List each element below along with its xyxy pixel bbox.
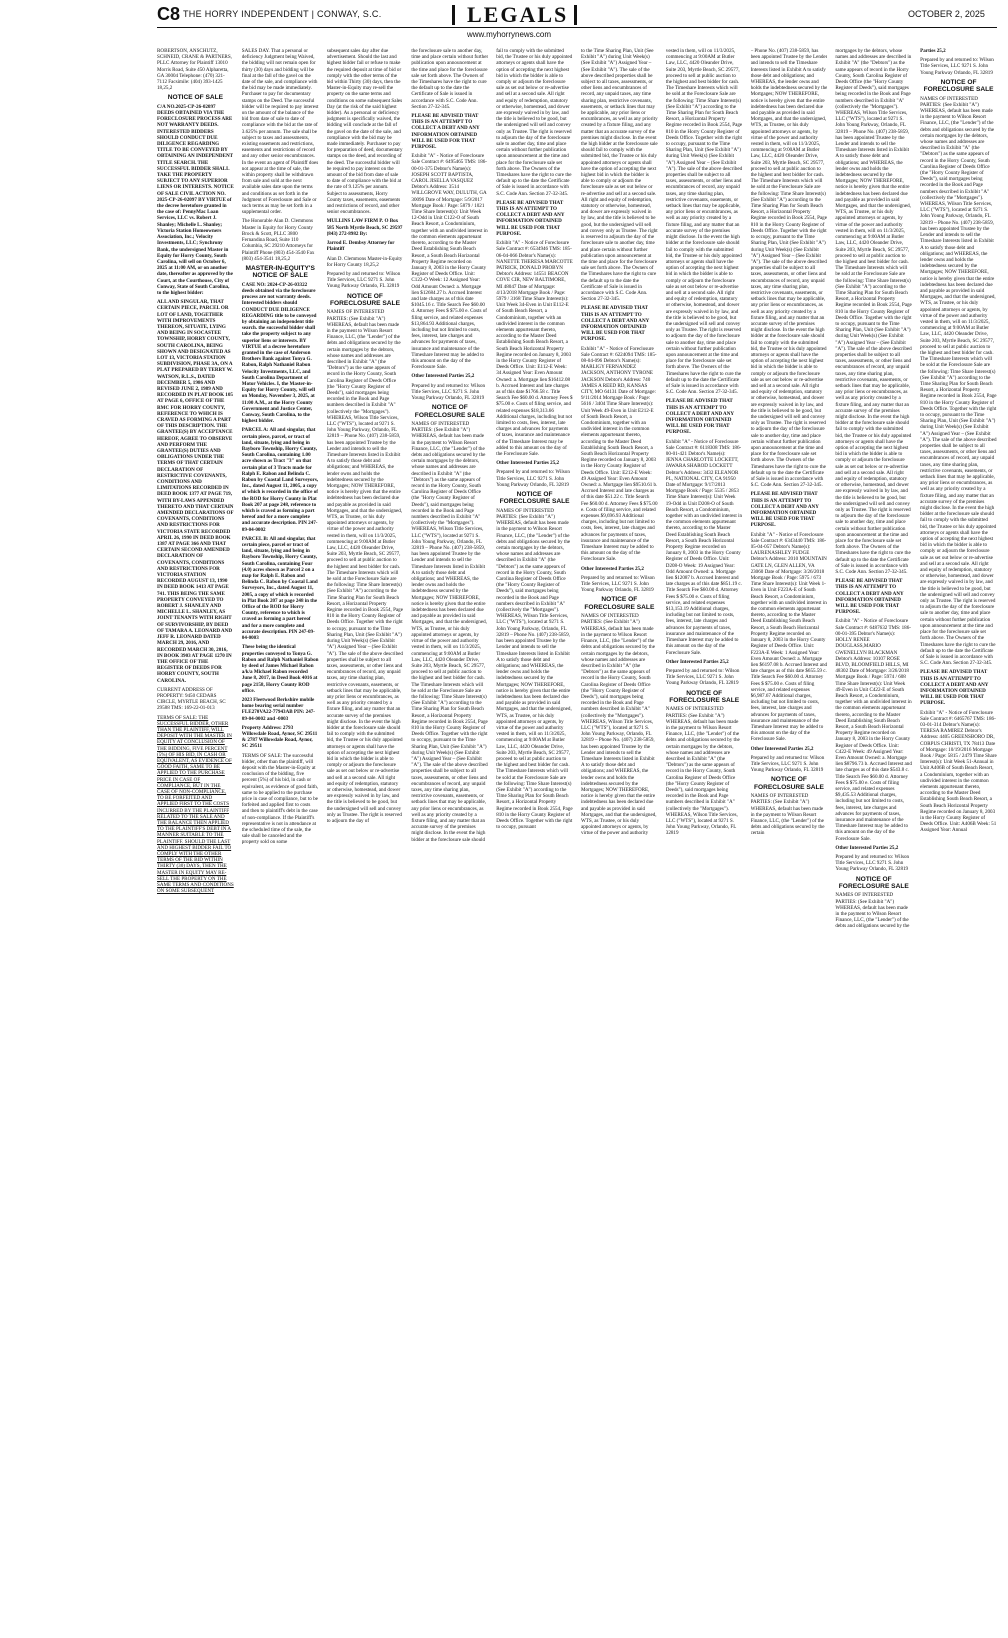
- notice-body-continued: the foreclosure sale to another day, time and place certain without further publication upon announcement at the time and place for the foreclosure sale set forth above. The Owners of the Timeshares have the right to cure the default up to the date the Certificate of Sale is issued in accordance with S.C. Code Ann. Section 27-32-345.: [411, 48, 489, 110]
- masthead: [0, 0, 1008, 44]
- exhibit-a: Exhibit "A" - Notice of Foreclosure Sale Contract #: 6118308 TMS: 186-00-01-421 Debtor's Name(s): JENNA CHARLOTTE LOCKETT, JAWARA SHAROD LOCKETT Debtor's Address: 3432 ELEANOR PL, NATIONAL CITY, CA 91950 Date of Mortgage: 9/17/2013 Mortgage Book / Page: 5535 / 2853 Time Share Interest(s): Unit Week 19-Odd in Unit D208-O of South Beach Resort, a Condominium, together with an undivided interest in the common elements appurtenant thereto, according to the Master Deed Establishing South Beach Resort, a South Beach Horizontal Property Regime recorded on January 8, 2003 in the Horry County Register of Deeds Office. Unit: D208-O Week: 19 Assigned Year: Odd Amount Owned: a. Mortgage lien $12087 b. Accrued Interest and late charges as of this date $851.19 c. Title Search Fee $60.00 d. Attorney Fees $ $75.00 e. Costs of filing service, and related expenses $13,153.19 Additional charges, including but not limited to costs, fees, interest, late charges and advances for payments of taxes, insurance and maintenance of the Timeshare Interest may be added to this amount on the day of the Foreclosure Sale.: [665, 438, 743, 656]
- debt-collection-warning: PLEASE BE ADVISED THAT THIS IS AN ATTEMPT TO COLLECT A DEBT AND ANY INFORMATION OBTAINED WILL BE USED FOR THAT PURPOSE.: [580, 305, 650, 343]
- column-2: [242, 48, 319, 1628]
- column-1: [157, 48, 234, 1628]
- notice-body-continued: – Phone No. (407) 238-5859, has been appointed Trustee by the Lender and intends to sell the Timeshare Interests listed in Exhibit A to satisfy those debt and obligations; and WHEREAS, the lender owns and holds the indebtedness secured by the Mortgages; NOW THEREFORE, notice is hereby given that the entire indebtedness has been declared due and payable as provided in said Mortgages, and that the undersigned, WTS, as Trustee, or his duly appointed attorneys or agents, by virtue of the power and authority vested in them, will on 11/3/2025, commencing at 9:00AM at Butler Law, LLC, 4420 Oleander Drive, Suite 203, Myrtle Beach, SC 29577, proceed to sell at public auction to the highest and best bidder for cash. The Timeshare Interests which will be sold at the Foreclosure Sale are the following: Time Share Interest(s) (See Exhibit "A") according to the Time Sharing Plan for South Beach Resort, a Horizontal Property Regime recorded in Book 2554, Page 810 in the Horry County Register of Deeds Office. Together with the right to occupy, pursuant to the Time Sharing Plan, Unit (See Exhibit "A") during Unit Week(s) (See Exhibit "A") Assigned Year – (See Exhibit "A"). The sale of the above described properties shall be subject to all taxes, assessments, or other liens and encumbrances of record, any unpaid taxes, any time sharing plan, restrictive covenants, easements, or setback lines that may be applicable, any prior liens or encumbrances, as well as any priority created by a fixture filing, and any matter that an accurate survey of the premises might disclose. In the event the high bidder at the foreclosure sale should fail to comply with the submitted bid, the Trustee or his duly appointed attorneys or agents shall have the option of accepting the next highest bid in which the bidder is able to comply or adjourn the foreclosure sale as set out below or re-advertise and sell at a second sale. All right and equity of redemption, statutory or otherwise, homestead, and dower are expressly waived in by law, and the title is believed to be good, but the undersigned will sell and convey only as Trustee. The right is reserved to adjourn the day of the foreclosure sale to another day, time and place certain without further publication upon announcement at the time and place for the foreclosure sale set forth above. The Owners of the Timeshares have the right to cure the default up to the date the Certificate of Sale is issued in accordance with S.C. Code Ann. Section 27-32-345.: [750, 48, 828, 489]
- other-interested-parties: Other Interested Parties 25,2: [665, 658, 729, 665]
- paper-name: THE HORRY INDEPENDENT | CONWAY, S.C.: [183, 9, 382, 19]
- column-5: [496, 48, 573, 1628]
- conveyance-statement: These being the identical properties conveyed to Tonya G. Rabon and Ralph Nathaniel Rabon by deed of James Michael Rabon a/k/a Michael Rabon recorded June 8, 2017, in Deed Book 4016 at page 2158, Horry County ROD office.: [241, 644, 319, 694]
- notice-heading: NOTICE OF FORECLOSURE SALE: [753, 776, 824, 791]
- notice-body-continued: mortgages by the debtors, whose names and addresses are described in Exhibit "A" (the "Debtors") as the same appears of record in the Horry County, South Carolina Register of Deeds Office (the "Horry County Register of Deeds"), said mortgages being recorded in the Book and Page numbers described in Exhibit "A" (collectively the "Mortgages"). WHEREAS, Wilson Title Services, LLC ("WTS"), located at 9271 S. John Young Parkway, Orlando, FL 32819 – Phone No. (407) 238-5859, has been appointed Trustee by the Lender and intends to sell the Timeshare Interests listed in Exhibit A to satisfy those debt and obligations; and WHEREAS, the lender owns and holds the indebtedness secured by the Mortgages; NOW THEREFORE, notice is hereby given that the entire indebtedness has been declared due and payable as provided in said Mortgages, and that the undersigned, WTS, as Trustee, or his duly appointed attorneys or agents, by virtue of the power and authority vested in them, will on 11/3/2025, commencing at 9:00AM at Butler Law, LLC, 4420 Oleander Drive, Suite 203, Myrtle Beach, SC 29577, proceed to sell at public auction to the highest and best bidder for cash. The Timeshare Interests which will be sold at the Foreclosure Sale are the following: Time Share Interest(s) (See Exhibit "A") according to the Time Sharing Plan for South Beach Resort, a Horizontal Property Regime recorded in Book 2554, Page 810 in the Horry County Register of Deeds Office. Together with the right to occupy, pursuant to the Time Sharing Plan, Unit (See Exhibit "A") during Unit Week(s) (See Exhibit "A") Assigned Year – (See Exhibit "A"). The sale of the above described properties shall be subject to all taxes, assessments, or other liens and encumbrances of record, any unpaid taxes, any time sharing plan, restrictive covenants, easements, or setback lines that may be applicable, any prior liens or encumbrances, as well as any priority created by a fixture filing, and any matter that an accurate survey of the premises might disclose. In the event the high bidder at the foreclosure sale should fail to comply with the submitted bid, the Trustee or his duly appointed attorneys or agents shall have the option of accepting the next highest bid in which the bidder is able to comply or adjourn the foreclosure sale as set out below or re-advertise and sell at a second sale. All right and equity of redemption, statutory or otherwise, homestead, and dower are expressly waived in by law, and the title is believed to be good, but the undersigned will sell and convey only as Trustee. The right is reserved to adjourn the day of the foreclosure sale to another day, time and place certain without further publication upon announcement at the time and place for the foreclosure sale set forth above. The Owners of the Timeshares have the right to cure the default up to the date the Certificate of Sale is issued in accordance with S.C. Code Ann. Section 27-32-345.: [835, 48, 912, 576]
- notice-body: NAMES OF INTERESTED PARTIES: (See Exhibit "A") WHEREAS, default has been made in the payment to Wilson Resort Finance, LLC, (the "Lender") of the debts and obligations secured by the certain: [750, 793, 825, 837]
- property-address: Property Address: 2793 Willowdale Road, Aynor, SC 29511 & 2787 Willowdale Road, Aynor, SC 29511: [241, 724, 318, 750]
- notice-body: NAMES OF INTERESTED PARTIES: (See Exhibit "A") WHEREAS, default has been made in the payment to Wilson Resort Finance, LLC, (the "Lender") of the debts and obligations secured by the certain mortgages by the debtors, whose names and addresses are described in Exhibit "A" (the "Debtors") as the same appears of record in the Horry County, South Carolina Register of Deeds Office (the "Horry County Register of Deeds"), said mortgages being recorded in the Book and Page numbers described in Exhibit "A" (collectively the "Mortgages"). WHEREAS, Wilson Title Services, LLC ("WTS"), located at 9271 S. John Young Parkway, Orlando, FL 32819 – Phone No. (407) 238-5859, has been appointed Trustee by the Lender and intends to sell the Timeshare Interests listed in Exhibit A to satisfy those debt and obligations; and WHEREAS, the lender owns and holds the indebtedness secured by the Mortgages; NOW THEREFORE, notice is hereby given that the entire indebtedness has been declared due and payable as provided in said Mortgages, and that the undersigned, WTS, as Trustee, or his duly appointed attorneys or agents, by virtue of the power and authority vested in them, will on 11/3/2025, commencing at 9:00AM at Butler Law, LLC, 4420 Oleander Drive, Suite 203, Myrtle Beach, SC 29577, proceed to sell at public auction to the highest and best bidder for cash. The Timeshare Interests which will be sold at the Foreclosure Sale are the following: Time Share Interest(s) (See Exhibit "A") according to the Time Sharing Plan for South Beach Resort, a Horizontal Property Regime recorded in Book 2554, Page 810 in the Horry County Register of Deeds Office. Together with the right to occupy, pursuant: [496, 507, 573, 831]
- section-divider-left: [452, 5, 455, 25]
- notice-heading: NOTICE OF FORECLOSURE SALE: [923, 78, 994, 94]
- issue-date: OCTOBER 2, 2025: [908, 9, 985, 19]
- column-7: [666, 48, 743, 1628]
- exhibit-a: Exhibit "A" - Notice of Foreclosure Sale Contract #: 6224094 TMS: 185-08-04-096 Debtor's Name(s): MARLIGY FERNANDEZ JACKSON, ANTHONY TYRONE JACKSON Debtor's Address: 740 JAMES A REED RD, KANSAS CITY, MO 64131 Date of Mortgage: 9/11/2014 Mortgage Book / Page: 5616 / 3404 Time Share Interest(s): Unit Week 49-Even in Unit E212-E of South Beach Resort, a Condominium, together with an undivided interest in the common elements appurtenant thereto, according to the Master Deed Establishing South Beach Resort, a South Beach Horizontal Property Regime recorded on January 8, 2003 in the Horry County Register of Deeds Office. Unit: E212-E Week: 49 Assigned Year: Even Amount Owned: a. Mortgage lien $9510.61 b. Accrued Interest and late charges as of this date $51.22 c. Title Search Fee $60.00 d. Attorney Fees $ $75.00 e. Costs of filing service, and related expenses $9,696.93 Additional charges, including but not limited to costs, fees, interest, late charges and advances for payments of taxes, insurance and maintenance of the Timeshare Interest may be added to this amount on the day of the Foreclosure Sale.: [580, 345, 658, 563]
- notice-body: NAMES OF INTERESTED PARTIES: (See Exhibit "A") WHEREAS, default has been made in the payment to Wilson Resort Finance, LLC, (the "Lender") of the debts and obligations secured by the certain mortgages by the debtors, whose names and addresses are described in Exhibit "A" (the "Debtors") as the same appears of record in the Horry County, South Carolina Register of Deeds Office (the "Horry County Register of Deeds"), said mortgages being recorded in the Book and Page numbers described in Exhibit "A" (collectively the "Mortgages"). WHEREAS, Wilson Title Services, LLC ("WTS"), located at 9271 S. John Young Parkway, Orlando, FL 32819 – Phone No. (407) 238-5859, has been appointed Trustee by the Lender and intends to sell the Timeshare Interests listed in Exhibit A to satisfy those debt and obligations; and WHEREAS, the lender owns and holds the indebtedness secured by the Mortgages; NOW THEREFORE, notice is hereby given that the entire indebtedness has been declared due and payable as provided in said Mortgages, and that the undersigned, WTS, as Trustee, or his duly appointed attorneys or agents, by virtue of the power and authority vested in them, will on 11/3/2025, commencing at 9:00AM at Butler Law, LLC, 4420 Oleander Drive, Suite 203, Myrtle Beach, SC 29577, proceed to sell at public auction to the highest and best bidder for cash. The Timeshare Interests which will be sold at the Foreclosure Sale are the following: Time Share Interest(s) (See Exhibit "A") according to the Time Sharing Plan for South Beach Resort, a Horizontal Property Regime recorded in Book 2554, Page 810 in the Horry County Register of Deeds Office. Together with the right to occupy, pursuant to the Time Sharing Plan, Unit (See Exhibit "A") during Unit Week(s) (See Exhibit "A") Assigned Year – (See Exhibit "A"). The sale of the above described properties shall be subject to all taxes, assessments, or other liens and encumbrances of record, any unpaid taxes, any time sharing plan, restrictive covenants, easements, or setback lines that may be applicable, any prior liens or encumbrances, as well as any priority created by a fixture filing, and any matter that an accurate survey of the premises might disclose. In the event the high bidder at the foreclosure sale should fail to comply with the submitted bid, the Trustee or his duly appointed attorneys or agents shall have the option of accepting the next highest bid in which the bidder is able to comply or adjourn the foreclosure sale as set out below or re-advertise and sell at a second sale. All right and equity of redemption, statutory or otherwise, homestead, and dower are expressly waived in by law, and the title is believed to be good, but the undersigned will sell and convey only as Trustee. The right is reserved to adjourn the day of: [326, 309, 403, 824]
- notice-heading: NOTICE OF FORECLOSURE SALE: [584, 596, 655, 611]
- column-6: [581, 48, 658, 1628]
- column-4: [411, 48, 488, 1628]
- section-title: LEGALS: [467, 2, 569, 27]
- notice-heading: NOTICE OF FORECLOSURE SALE: [669, 689, 740, 704]
- master-signature-block: Alan D. Clemmons Master-in-Equity for Horry County 18,25,2: [326, 255, 403, 268]
- prepared-by: Prepared by and returned to: Wilson Title Services, LLC 9271 S. John Young Parkway Orlando, FL 32819: [665, 667, 740, 687]
- notice-body: NAMES OF INTERESTED PARTIES: (See Exhibit "A") WHEREAS, default has been made in the payment to Wilson Resort Finance, LLC, (the "Lender") of the debts and obligations secured by the certain mortgages by the debtors, whose names and addresses are described in Exhibit "A" (the "Debtors") as the same appears of record in the Horry County, South Carolina Register of Deeds Office (the "Horry County Register of Deeds"), said mortgages being recorded in the Book and Page numbers described in Exhibit "A" (collectively the "Mortgages"). WHEREAS, Wilson Title Services, LLC ("WTS"), located at 9271 S. John Young Parkway, Orlando, FL 32819 – Phone No. (407) 238-5859, has been appointed Trustee by the Lender and intends to sell the Timeshare Interests listed in Exhibit A to satisfy those debt and obligations; and WHEREAS, the lender owns and holds the indebtedness secured by the Mortgages; NOW THEREFORE, notice is hereby given that the entire indebtedness has been declared due and payable as provided in said Mortgages, and that the undersigned, WTS, as Trustee, or his duly appointed attorneys or agents, by virtue of the power and authority: [580, 613, 657, 837]
- section-divider-right: [574, 5, 577, 25]
- column-10: [920, 48, 997, 1628]
- notice-heading: NOTICE OF FORECLOSURE SALE: [414, 404, 485, 419]
- legal-notices-columns: [157, 48, 997, 1628]
- debt-collection-warning: PLEASE BE ADVISED THAT THIS IS AN ATTEMPT TO COLLECT A DEBT AND ANY INFORMATION OBTAINED WILL BE USED FOR THAT PURPOSE.: [750, 491, 819, 529]
- notice-heading: MASTER-IN-EQUITY'S NOTICE OF SALE: [245, 264, 315, 280]
- debt-collection-warning: PLEASE BE ADVISED THAT THIS IS AN ATTEMPT TO COLLECT A DEBT AND ANY INFORMATION OBTAINED WILL BE USED FOR THAT PURPOSE.: [496, 199, 565, 237]
- parcel-a: PARCEL A: All and singular, that certain piece, parcel, or tract of land, situate, lying and being in Bayboro Township, Horry County, South Carolina, containing 1.00 acre shown as Tract "3" on that certain plat of 3 Tracts made for Ralph E. Rabon and Belinda C. Rabon by Coastal Land Surveyors, Inc., dated August 11, 2005, a copy of which is recorded in the office of the ROD for Horry County in Plat Book 207 at page 248, reference to which is craved as forming a part hereof and for a more complete and accurate description. PIN 247-09-04-0002: [241, 427, 319, 533]
- attorney-signature: Jarrod E. Dembsy Attorney for Plaintiff: [326, 240, 395, 253]
- debt-collection-warning: PLEASE BE ADVISED THAT THIS IS AN ATTEMPT TO COLLECT A DEBT AND ANY INFORMATION OBTAINED WILL BE USED FOR THAT PURPOSE.: [411, 113, 480, 151]
- prepared-by: Prepared by and returned to: Wilson Title Services, LLC 9271 S. John Young Parkway Orlando, FL 32819: [835, 854, 910, 873]
- other-interested-parties: Other Interested Parties 25,2: [580, 565, 644, 572]
- prepared-by: Prepared by and returned to: Wilson Title Services, LLC 9271 S. John Young Parkway Orlando, FL 32819: [326, 270, 401, 290]
- other-interested-parties: Parties 25,2: [920, 48, 946, 54]
- prepared-by: Prepared by and returned to: Wilson Title Services, LLC 9271 S. John Young Parkway Orlando, FL 32819: [411, 382, 486, 401]
- exhibit-a: Exhibit "A" - Notice of Foreclosure Sale Contract #: 6534946 TMS: 185-06-04-066 Debtor's Name(s): NANETTE THERESA MARCOTTE PATRICK, DONALD PROBYN Debtor's Address: 14551 BEACON COVE CIR, NEW BALTIMORE, MI 48047 Date of Mortgage: 4/13/2018 Mortgage Book / Page: 5979 / 3168 Time Share Interest(s): Unit Week 34-Even in Unit E112-E of South Beach Resort, a Condominium, together with an undivided interest in the common elements appurtenant thereto, according to the Master Deed Establishing South Beach Resort, a South Beach Horizontal Property Regime recorded on January 8, 2003 in the Horry County Register of Deeds Office. Unit: E112-E Week: 34 Assigned Year: Even Amount Owned: a. Mortgage lien $16412.08 b. Accrued Interest and late charges as of this date $1766.58 c. Title Search Fee $60.00 d. Attorney Fees $ $75.00 e. Costs of filing service, and related expenses $18,313.66 Additional charges, including but not limited to costs, fees, interest, late charges and advances for payments of taxes, insurance and maintenance of the Timeshare Interest may be added to this amount on the day of the Foreclosure Sale.: [496, 240, 573, 457]
- notice-heading: NOTICE OF SALE: [167, 94, 224, 102]
- column-3: [327, 48, 404, 1628]
- exhibit-a: Exhibit "A" - Notice of Foreclosure Sale Contract #: 6343440 TMS: 186-05-04-057 Debtor's Name(s): LAURENASHLEY FUDGE Debtor's Address: 2010 MOUNTAIN GATE LN, GLEN ALLEN, VA 23060 Date of Mortgage: 3/26/2018 Mortgage Book / Page: 5975 / 673 Time Share Interest(s): Unit Week 1-Even in Unit F223A-E of South Beach Resort, a Condominium, together with an undivided interest in the common elements appurtenant thereto, according to the Master Deed Establishing South Beach Resort, a South Beach Horizontal Property Regime recorded on January 8, 2003 in the Horry County Register of Deeds Office. Unit: F223A-E Week: 1 Assigned Year: Even Amount Owned: a. Mortgage lien $6197.08 b. Accrued Interest and late charges as of this date $655.59 c. Title Search Fee $60.00 d. Attorney Fees $ $75.00 e. Costs of filing service, and related expenses $6,987.67 Additional charges, including but not limited to costs, fees, interest, late charges and advances for payments of taxes, insurance and maintenance of the Timeshare Interest may be added to this amount on the day of the Foreclosure Sale.: [750, 531, 828, 743]
- prepared-by: Prepared by and returned to: Wilson Title Services, LLC 9271 S. John Young Parkway Orlando, FL 32819: [580, 574, 655, 594]
- notice-intro: C/A NO.2025-CP-26-02097 DEEDS OBTAINED VIA THE FORECLOSURE PROCESS ARE NOT WARRANTY DEEDS. INTERESTED BIDDERS SHOULD CONDUCT DUE DILIGENCE REGARDING TITLE TO BE CONVEYED BY OBTAINING AN INDEPENDENT TITLE SEARCH. THE SUCCESSFUL BIDDER SHALL TAKE THE PROPERTY SUBJECT TO ANY SUPERIOR LIENS OR INTERESTS. NOTICE OF SALE CIVIL ACTION NO. 2025-CP-26-02097 BY VIRTUE of the decree heretofore granted in the case of: PennyMac Loan Services, LLC vs. Robert J. Shanley; Michelle L. Shanley; Victoria Station Homeowners Association, Inc.; Velocity Investments, LLC; Synchrony Bank, the undersigned Master in Equity for Horry County, South Carolina, will sell on October 6, 2025 at 11:00 AM, or on another date, thereafter as approved by the Court, at the Courthouse, City of Conway, State of South Carolina, to the highest bidder:: [157, 103, 234, 296]
- column-8: [751, 48, 828, 1628]
- law-firm-block: MULLINS LAW FIRM P. O Box 585 North Myrtle Beach, SC 29597 (843) 272-8982 By:: [326, 218, 403, 237]
- master-signature-block: The Honorable Alan D. Clemmons Master in Equity for Horry County Brock & Scott, PLLC 3800 Fernandina Road, Suite 110 Columbia, SC 29210 Attorneys for Plaintiff Phone (803) 454-3540 Fax (803) 454-3541 18,25,2: [241, 218, 315, 262]
- notice-body-continued: to the Time Sharing Plan, Unit (See Exhibit "A") during Unit Week(s) (See Exhibit "A") Assigned Year – (See Exhibit "A"). The sale of the above described properties shall be subject to all taxes, assessments, or other liens and encumbrances of record, any unpaid taxes, any time sharing plan, restrictive covenants, easements, or setback lines that may be applicable, any prior liens or encumbrances, as well as any priority created by a fixture filing, and any matter that an accurate survey of the premises might disclose. In the event the high bidder at the foreclosure sale should fail to comply with the submitted bid, the Trustee or his duly appointed attorneys or agents shall have the option of accepting the next highest bid in which the bidder is able to comply or adjourn the foreclosure sale as set out below or re-advertise and sell at a second sale. All right and equity of redemption, statutory or otherwise, homestead, and dower are expressly waived in by law, and the title is believed to be good, but the undersigned will sell and convey only as Trustee. The right is reserved to adjourn the day of the foreclosure sale to another day, time and place certain without further publication upon announcement at the time and place for the foreclosure sale set forth above. The Owners of the Timeshares have the right to cure the default up to the date the Certificate of Sale is issued in accordance with S.C. Code Ann. Section 27-32-345.: [580, 48, 658, 303]
- notice-body-continued: vested in them, will on 11/3/2025, commencing at 9:00AM at Butler Law, LLC, 4420 Oleander Drive, Suite 203, Myrtle Beach, SC 29577, proceed to sell at public auction to the highest and best bidder for cash. The Timeshare Interests which will be sold at the Foreclosure Sale are the following: Time Share Interest(s) (See Exhibit "A") according to the Time Sharing Plan for South Beach Resort, a Horizontal Property Regime recorded in Book 2554, Page 810 in the Horry County Register of Deeds Office. Together with the right to occupy, pursuant to the Time Sharing Plan, Unit (See Exhibit "A") during Unit Week(s) (See Exhibit "A") Assigned Year – (See Exhibit "A"). The sale of the above described properties shall be subject to all taxes, assessments, or other liens and encumbrances of record, any unpaid taxes, any time sharing plan, restrictive covenants, easements, or setback lines that may be applicable, any prior liens or encumbrances, as well as any priority created by a fixture filing, and any matter that an accurate survey of the premises might disclose. In the event the high bidder at the foreclosure sale should fail to comply with the submitted bid, the Trustee or his duly appointed attorneys or agents shall have the option of accepting the next highest bid in which the bidder is able to comply or adjourn the foreclosure sale as set out below or re-advertise and sell at a second sale. All right and equity of redemption, statutory or otherwise, homestead, and dower are expressly waived in by law, and the title is believed to be good, but the undersigned will sell and convey only as Trustee. The right is reserved to adjourn the day of the foreclosure sale to another day, time and place certain without further publication upon announcement at the time and place for the foreclosure sale set forth above. The Owners of the Timeshares have the right to cure the default up to the date the Certificate of Sale is issued in accordance with S.C. Code Ann. Section 27-32-345.: [665, 48, 743, 396]
- notice-body: NAMES OF INTERESTED PARTIES: (See Exhibit "A") WHEREAS, default has been made in the payment to Wilson Resort Finance, LLC, (the "Lender") of the debts and obligations secured by the certain mortgages by the debtors, whose names and addresses are described in Exhibit "A" (the "Debtors") as the same appears of record in the Horry County, South Carolina Register of Deeds Office (the "Horry County Register of Deeds"), said mortgages being recorded in the Book and Page numbers described in Exhibit "A" (collectively the "Mortgages"). WHEREAS, Wilson Title Services, LLC ("WTS"), located at 9271 S. John Young Parkway, Orlando, FL 32819 – Phone No. (407) 238-5859, has been appointed Trustee by the Lender and intends to sell the Timeshare Interests listed in Exhibit A to satisfy those debt and obligations; and WHEREAS, the lender owns and holds the indebtedness secured by the Mortgages; NOW THEREFORE, notice is hereby given that the entire indebtedness has been declared due and payable as provided in said Mortgages, and that the undersigned, WTS, as Trustee, or his duly appointed attorneys or agents, by virtue of the power and authority vested in them, will on 11/3/2025, commencing at 9:00AM at Butler Law, LLC, 4420 Oleander Drive, Suite 203, Myrtle Beach, SC 29577, proceed to sell at public auction to the highest and best bidder for cash. The Timeshare Interests which will be sold at the Foreclosure Sale are the following: Time Share Interest(s) (See Exhibit "A") according to the Time Sharing Plan for South Beach Resort, a Horizontal Property Regime recorded in Book 2554, Page 810 in the Horry County Register of Deeds Office. Together with the right to occupy, pursuant to the Time Sharing Plan, Unit (See Exhibit "A") during Unit Week(s) (See Exhibit "A") Assigned Year – (See Exhibit "A"). The sale of the above described properties shall be subject to all taxes, assessments, or other liens and encumbrances of record, any unpaid taxes, any time sharing plan, restrictive covenants, easements, or setback lines that may be applicable, any prior liens or encumbrances, as well as any priority created by a fixture filing, and any matter that an accurate survey of the premises might disclose. In the event the high bidder at the foreclosure sale should: [411, 420, 488, 843]
- other-interested-parties: Other Interested Parties 25,2: [750, 745, 814, 752]
- notice-body: NAMES OF INTERESTED PARTIES: (See Exhibit "A") WHEREAS, default has been made in the payment to Wilson Resort Finance, LLC, (the "Lender") of the debts and obligations secured by the certain mortgages by the debtors, whose names and addresses are described in Exhibit "A" (the "Debtors") as the same appears of record in the Horry County, South Carolina Register of Deeds Office (the "Horry County Register of Deeds"), said mortgages being recorded in the Book and Page numbers described in Exhibit "A" (collectively the "Mortgages"). WHEREAS, Wilson Title Services, LLC ("WTS"), located at 9271 S. John Young Parkway, Orlando, FL 32819 – Phone No. (407) 238-5859, has been appointed Trustee by the Lender and intends to sell the Timeshare Interests listed in Exhibit A to satisfy those debt and obligations; and WHEREAS, the lender owns and holds the indebtedness secured by the Mortgages; NOW THEREFORE, notice is hereby given that the entire indebtedness has been declared due and payable as provided in said Mortgages, and that the undersigned, WTS, as Trustee, or his duly appointed attorneys or agents, by virtue of the power and authority vested in them, will on 11/3/2025, commencing at 9:00AM at Butler Law, LLC, 4420 Oleander Drive, Suite 203, Myrtle Beach, SC 29577, proceed to sell at public auction to the highest and best bidder for cash. The Timeshare Interests which will be sold at the Foreclosure Sale are the following: Time Share Interest(s) (See Exhibit "A") according to the Time Sharing Plan for South Beach Resort, a Horizontal Property Regime recorded in Book 2554, Page 810 in the Horry County Register of Deeds Office. Together with the right to occupy, pursuant to the Time Sharing Plan, Unit (See Exhibit "A") during Unit Week(s) (See Exhibit "A") Assigned Year – (See Exhibit "A"). The sale of the above described properties shall be subject to all taxes, assessments, or other liens and encumbrances of record, any unpaid taxes, any time sharing plan, restrictive covenants, easements, or setback lines that may be applicable, any prior liens or encumbrances, as well as any priority created by a fixture filing, and any matter that an accurate survey of the premises might disclose. In the event the high bidder at the foreclosure sale should fail to comply with the submitted bid, the Trustee or his duly appointed attorneys or agents shall have the option of accepting the next highest bid in which the bidder is able to comply or adjourn the foreclosure sale as set out below or re-advertise and sell at a second sale. All right and equity of redemption, statutory or otherwise, homestead, and dower are expressly waived in by law, and the title is believed to be good, but the undersigned will sell and convey only as Trustee. The right is reserved to adjourn the day of the foreclosure sale to another day, time and place certain without further publication upon announcement at the time and place for the foreclosure sale set forth above. The Owners of the Timeshares have the right to cure the default up to the date the Certificate of Sale is issued in accordance with S.C. Code Ann. Section 27-32-345.: [920, 95, 997, 667]
- notice-body: NAMES OF INTERESTED PARTIES: (See Exhibit "A") WHEREAS, default has been made in the payment to Wilson Resort Finance, LLC, (the "Lender") of the debts and obligations secured by the certain mortgages by the debtors, whose names and addresses are described in Exhibit "A" (the "Debtors") as the same appears of record in the Horry County, South Carolina Register of Deeds Office (the "Horry County Register of Deeds"), said mortgages being recorded in the Book and Page numbers described in Exhibit "A" (collectively the "Mortgages"). WHEREAS, Wilson Title Services, LLC ("WTS"), located at 9271 S. John Young Parkway, Orlando, FL 32819: [665, 706, 740, 837]
- column-9: [835, 48, 912, 1628]
- other-interested-parties: Other Interested Parties 25,2: [411, 373, 475, 380]
- parcel-b: PARCEL B: All and singular, that certain piece, parcel or tract of land, situate, lying and being in Bayboro Township, Horry County, South Carolina, containing Four (4.0) acres shown as Parcel 2 on a map for Ralph E. Rabon and Belinda C. Rabon by Coastal Land Surveyors, Inc., dated August 11, 2005, a copy of which is recorded in Plat Book 207 at page 248 in the Office of the ROD for Horry County, reference to which is craved as forming a part hereof and for a more complete and accurate description. PIN 247-09-04-0003: [241, 535, 318, 642]
- sale-terms-continued: subsequent sales day after due advertisement. Should the last and highest bidder fail or refuse to make the required deposit at time of bid or comply with the other terms of the bid within Thirty (30) days, then the Master-in-Equity may re-sell the property on the same terms and conditions on some subsequent Sales Day (at the risk of the said highest bidder). As a personal or deficiency judgment is specifically waived, the bidding will conclude at the fall of the gavel on the date of the sale, and compliance with the bid may be made immediately. Purchaser to pay for preparation of deed, documentary stamps on the deed, and recording of the deed. The successful bidder will be required to pay interest on the amount of the bid from date of sale to date of compliance with the bid at the rate of 9.125% per annum. Subject to assessments, Horry County taxes, easements, easements and restrictions of record, and other senior encumbrances.: [326, 48, 403, 216]
- debt-collection-warning: PLEASE BE ADVISED THAT THIS IS AN ATTEMPT TO COLLECT A DEBT AND ANY INFORMATION OBTAINED WILL BE USED FOR THAT PURPOSE.: [665, 398, 734, 436]
- exhibit-a: Exhibit "A" - Notice of Foreclosure Sale Contract #: 6465767 TMS: 186-03-01-314 Debtor's Name(s): TERESA RAMIREZ Debtor's Address: 4405 GREENSBORO DR, CORPUS CHRISTI, TX 78413 Date of Mortgage: 10/19/2016 Mortgage Book / Page: 5815 / 2479 Time Share Interest(s): Unit Week 51-Annual in Unit A406B of South Beach Resort, a Condominium, together with an undivided interest in the common elements appurtenant thereto, according to the Master Deed Establishing South Beach Resort, a South Beach Horizontal Property Regime recorded on January 8, 2003 in the Horry County Register of Deeds Office. Unit: A406B Week: 51 Assigned Year: Annual: [920, 709, 997, 834]
- notice-heading: NOTICE OF FORECLOSURE SALE: [499, 491, 570, 506]
- property-description: ALL AND SINGULAR, THAT CERTAIN PIECE, PARCEL OR LOT OF LAND, TOGETHER WITH IMPROVEMENTS THEREON, SITUATE, LYING AND BEING IN SOCASTEE TOWNSHIP, HORRY COUNTY, SOUTH CAROLINA, BEING SHOWN AND DESIGNATED AS LOT 13, VICTORIA STATION SUBDIVISION, PHASE 3A, ON A PLAT PREPARED BY TERRY W. WATSON, R.L.S., DATED DECEMBER 5, 1986 AND REVISED JUNE 2, 1989 AND RECORDED IN PLAT BOOK 105 AT PAGE 6, OFFICE OF THE RMC FOR HORRY COUNTY, REFERENCE TO WHICH IS CRAVED AS FORMING A PART OF THIS DESCRIPTION. THE GRANTEE(S) BY ACCEPTANCE HEREOF, AGREE TO OBSERVE AND PERFORM THE GRANTEE(S) DUTIES AND OBLIGATIONS UNDER THE TERMS OF THAT CERTAIN DECLARATION OF RESTRICTIVE COVENANTS, CONDITIONS AND LIMITATIONS RECORDED IN DEED BOOK 1377 AT PAGE 719, WITH BY-LAWS APPENDED THERETO AND THAT CERTAIN AMENDED DECLARATIONS OF COVENANTS, CONDITIONS AND RESTRICTIONS FOR VICTORIA STATE RECORDED APRIL 26, 1990 IN DEED BOOK 1387 AT PAGE 366 AND THAT CERTAIN SECOND AMENDED DECLARATION OF COVENANTS, CONDITIONS AND RESTRICTIONS FOR VICTORIA STATION RECORDED AUGUST 13, 1990 IN DEED BOOK 1413 AT PAGE 741. THIS BEING THE SAME PROPERTY CONVEYED TO ROBERT J. SHANLEY AND MICHELLE L. SHANLEY, AS JOINT TENANTS WITH RIGHT OF SURVIVORSHIP, BY DEED OF TAMARA A. LEONARD AND JEFF R. LEONARD DATED MARCH 29, 2016, AND RECORDED MARCH 30, 2016, IN BOOK 3903 AT PAGE 1270 IN THE OFFICE OF THE REGISTER OF DEEDS FOR HORRY COUNTY, SOUTH CAROLINA.: [157, 299, 234, 684]
- website-url[interactable]: www.myhorrynews.com: [467, 30, 552, 39]
- other-interested-parties: Other Interested Parties 25,2: [496, 460, 560, 467]
- prepared-by: Prepared by and returned to: Wilson Title Services, LLC 9271 S. John Young Parkway Orlando, FL 32819: [920, 57, 994, 76]
- notice-heading: NOTICE OF FORECLOSURE SALE: [838, 875, 909, 891]
- other-interested-parties: Other Interested Parties 25,2: [835, 844, 899, 851]
- sale-terms-continued: SALES DAY. That a personal or deficiency Judgment being Waived, the bidding will not remain open for thirty (30) days and bidding will be final at the fall of the gavel on the date of the sale, and compliance with the bid may be made immediately. Purchaser to pay for documentary stamps on the Deed. The successful bidder will be required to pay interest on the amount of the balance of the bid from date of sale to date of compliance with the bid at the rate of 3.625% per annum. The sale shall be subject to taxes and assessments, existing easements and restrictions, easements and restrictions of record and any other senior encumbrances. In the event an agent of Plaintiff does not appear at the time of sale, the within property shall be withdrawn from sale and sold at the next available sales date upon the terms and conditions as set forth in the Judgment of Foreclosure and Sale or such terms as may be set forth in a supplemental order.: [241, 48, 319, 216]
- exhibit-a: Exhibit "A" - Notice of Foreclosure Sale Contract #: 6495465 TMS: 186-00-01-375 Debtor's Name(s): JOSEPH SCOTT BAPTISTA, CAROL JISELLA VASQUEZ Debtor's Address: 3514 WILLGROVE WAY, DULUTH, GA 30096 Date of Mortgage: 5/9/2017 Mortgage Book / Page: 5879 / 1021 Time Share Interest(s): Unit Week 12-Odd in Unit C122-O of South Beach Resort, a Condominium, together with an undivided interest in the common elements appurtenant thereto, according to the Master Deed Establishing South Beach Resort, a South Beach Horizontal Property Regime recorded on January 8, 2003 in the Horry County Register of Deeds Office. Unit: C122-O Week: 12 Assigned Year: Odd Amount Owned: a. Mortgage lien $12684.27 b. Accrued Interest and late charges as of this date $1045.16 c. Title Search Fee $60.00 d. Attorney Fees $ $75.00 e. Costs of filing service, and related expenses $13,864.93 Additional charges, including but not limited to costs, fees, interest, late charges and advances for payments of taxes, insurance and maintenance of the Timeshare Interest may be added to this amount on the day of the Foreclosure Sale.: [411, 153, 488, 371]
- prepared-by: Prepared by and returned to: Wilson Title Services, LLC 9271 S. John Young Parkway Orlando, FL 32819: [750, 754, 825, 774]
- page-number: C8: [157, 4, 181, 24]
- notice-intro: CASE NO: 2024-CP-26-03322 deeds obtained via the foreclosure process are not warranty deeds. Interested bidders should CONDUCT DUE DILIGENCE REGARDING title to be conveyed by obtaining an independent title search. the successful bidder shall take the property subject to any superior liens or interests. BY VIRTUE of a decree heretofore granted in the case of Anderson Brothers Bank against Tonya G. Rabon, Ralph Nathaniel Rabon Velocity Investments, LLC, and South Carolina Department of Motor Vehicles. I, the Master-in-Equity for Horry County, will sell on Monday, November 3, 2025, at 11:00 A.M., at the Horry County Government and Justice Center, Conway, South Carolina, to the highest bidder.: [241, 281, 317, 425]
- masthead-rule: [157, 27, 997, 28]
- prepared-by: Prepared by and returned to: Wilson Title Services, LLC 9271 S. John Young Parkway Orlando, FL 32819: [496, 469, 570, 488]
- notice-heading: NOTICE OF FORECLOSURE SALE: [330, 292, 400, 307]
- mobile-home: 2023 Fleetwood Berkshire mobile home bearing serial number FLE270VA22-77943AB PIN: 247-09-04-0002 and -0003: [241, 696, 315, 722]
- terms-of-sale: TERMS OF SALE: THE SUCCESSFUL BIDDER, OTHER THAN THE PLAINTIFF, WILL DEPOSIT WITH THE MASTER IN EQUITY AT CONCLUSION OF THE BIDDING, FIVE PERCENT (5%) OF HIS BID, IN CASH OR EQUIVALENT, AS EVIDENCE OF GOOD FAITH, SAME TO BE APPLIED TO THE PURCHASE PRICE IN CASE OF COMPLIANCE, BUT IN THE CASE OF NON-COMPLIANCE, TO BE FORFEITED AND APPLIED FIRST TO THE COSTS INCURRED BY THE PLAINTIFF RELATED TO THE SALE AND THE BALANCE THEN APPLIED TO THE PLAINTIFF'S DEBT IN A MANNER SUITABLE TO THE PLAINTIFF. SHOULD THE LAST AND HIGHEST BIDDER FAIL TO COMPLY WITH THE OTHER TERMS OF THE BID WITHIN THIRTY (30) DAYS, THEN THE MASTER IN EQUITY MAY RE-SELL THE PROPERTY ON THE SAME TERMS AND CONDITIONS ON SOME SUBSEQUENT: [157, 714, 234, 895]
- notice-body: NAMES OF INTERESTED PARTIES: (See Exhibit "A") WHEREAS, default has been made in the payment to Wilson Resort Finance, LLC, (the "Lender") of the debts and obligations secured by the: [835, 892, 910, 930]
- exhibit-a: Exhibit "A" - Notice of Foreclosure Sale Contract #: 6487632 TMS: 186-00-01-395 Debtor's Name(s): HOLLY RENEE DOUGLASS,MARIO GWENELLYN BLACKMAN Debtor's Address: 10107 ROSE BLVD, BLOOMFIELD HILLS, MI 48302 Date of Mortgage: 3/26/2018 Mortgage Book / Page: 5974 / 608 Time Share Interest(s): Unit Week 49-Even in Unit C422-E of South Beach Resort, a Condominium, together with an undivided interest in the common elements appurtenant thereto, according to the Master Deed Establishing South Beach Resort, a South Beach Horizontal Property Regime recorded on January 8, 2003 in the Horry County Register of Deeds Office. Unit: C422-E Week: 49 Assigned Year: Even Amount Owned: a. Mortgage lien $8796.73 b. Accrued Interest and late charges as of this date $543.8 c. Title Search Fee $60.00 d. Attorney Fees $ $75.00 e. Costs of filing service, and related expenses $9,435.53 Additional charges, including but not limited to costs, fees, interest, late charges and advances for payments of taxes, insurance and maintenance of the Timeshare Interest may be added to this amount on the day of the Foreclosure Sale.: [835, 618, 912, 842]
- debt-collection-warning: PLEASE BE ADVISED THAT THIS IS AN ATTEMPT TO COLLECT A DEBT AND ANY INFORMATION OBTAINED WILL BE USED FOR THAT PURPOSE.: [835, 578, 904, 616]
- terms-of-sale: TERMS OF SALE: The successful bidder, other than the plaintiff, will deposit with the Master-in-Equity at conclusion of the bidding, five percent (5%) of his bid, in cash or equivalent, as evidence of good faith, same to be applied to the purchase price in case of compliance, but to be forfeited and applied first to costs and then to plaintiff's debt in the case of non-compliance. If the Plaintiff's representative is not in attendance at the scheduled time of the sale, the sale shall be canceled and the property sold on some: [241, 752, 319, 846]
- property-address: CURRENT ADDRESS OF PROPERTY: 9450 CEDARS CIRCLE, MYRTLE BEACH, SC 29588 TMS: 169-22-01-013: [157, 686, 226, 712]
- debt-collection-warning: PLEASE BE ADVISED THAT THIS IS AN ATTEMPT TO COLLECT A DEBT AND ANY INFORMATION OBTAINED WILL BE USED FOR THAT PURPOSE.: [920, 669, 989, 707]
- attorney-block: ROBERTSON, ANSCHUTZ, SCHNEID, CRANE & PARTNERS, PLLC Attorney for Plaintiff 13010 Morris Road, Suite 450 Alpharetta, GA 30004 Telephone: (470) 321-7112 Facsimile: (404) 393-1425 18,25,2: [157, 48, 232, 92]
- notice-body-continued: fail to comply with the submitted bid, the Trustee or his duly appointed attorneys or agents shall have the option of accepting the next highest bid in which the bidder is able to comply or adjourn the foreclosure sale as set out below or re-advertise and sell at a second sale. All right and equity of redemption, statutory or otherwise, homestead, and dower are expressly waived in by law, and the title is believed to be good, but the undersigned will sell and convey only as Trustee. The right is reserved to adjourn the day of the foreclosure sale to another day, time and place certain without further publication upon announcement at the time and place for the foreclosure sale set forth above. The Owners of the Timeshares have the right to cure the default up to the date the Certificate of Sale is issued in accordance with S.C. Code Ann. Section 27-32-345.: [496, 48, 573, 197]
